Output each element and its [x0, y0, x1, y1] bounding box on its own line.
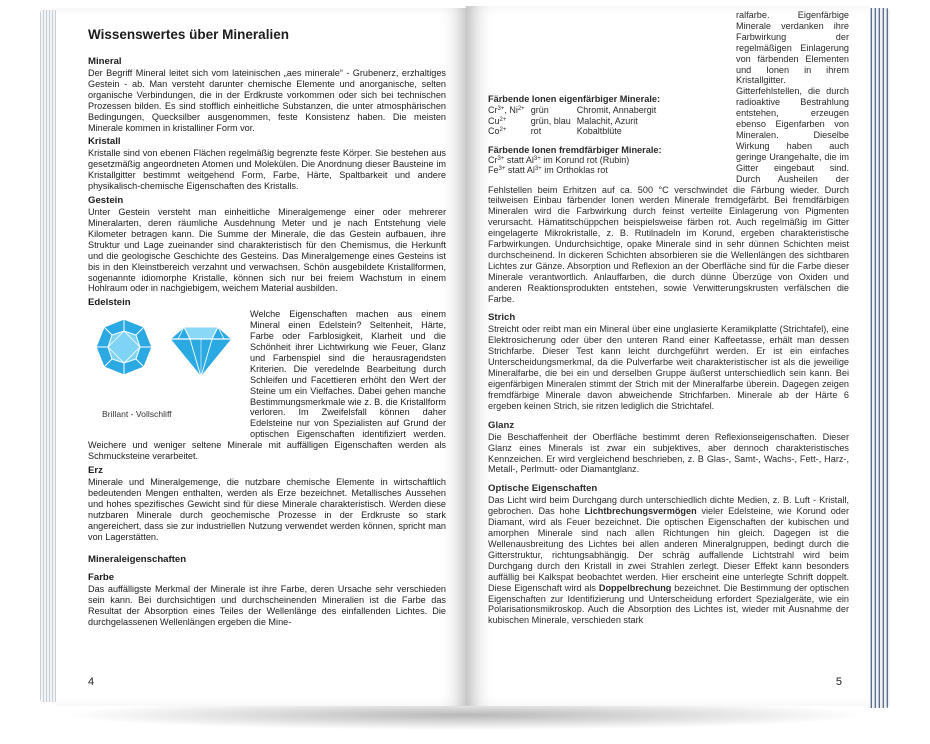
- fremd-ions-heading: Färbende Ionen fremdfärbiger Minerale:: [488, 144, 662, 155]
- fremd-ion-row: $Cr^{3+}$ statt $Al^{3+}$ im Korund rot (Rubin): [488, 155, 630, 166]
- term-lichtbrechungsvermoegen: Lichtbrechungsvermögen: [584, 506, 697, 517]
- pigment-ion-box: [488, 94, 728, 176]
- brilliant-top-view-icon: [96, 319, 152, 375]
- ion-formula: $Cr^{3+}$, $Ni^{2+}$: [488, 105, 525, 116]
- ion-example: Malachit, Azurit: [576, 115, 638, 126]
- paragraph-gestein: Unter Gestein versteht man einheitliche Mineralgemenge einer oder mehrerer Mineralarten, deren räumliche Ausdehnung Meter und je nach Entstehung viele Kilometer betragen kann. Die Summe der Minerale, die das Gestein aufbauen, ihre Struktur und Lage zueinander sind charakteristisch für den Chemismus, die Herkunft und die geologische Geschichte des Gesteins. Das Mineralgemenge eines Gesteins ist bis in den Kleinstbereich verzahnt und verwachsen. Schön ausgebildete Kristallformen, sogenannte idiomorphe Kristalle, können sich nur bei freiem Wachstum in einem Hohlraum oder in nachgiebigem, weichem Material ausbilden.: [88, 207, 446, 294]
- heading-edelstein: Edelstein: [88, 297, 131, 309]
- heading-erz: Erz: [88, 465, 103, 476]
- paragraph-farbe-continued: ralfarbe. Eigenfärbige Minerale verdanken ihre Farbwirkung der regelmäßigen Einlagerung von färbenden Elementen und Ionen in ihrem Kristallgitter. Gitterfehlstellen, die durch radioaktive Bestrahlung entstehen, erzeugen ebenso Eigenfarben von Mineralen. Dieselbe Wirkung haben auch geringe Urangehalte, die im Gitter eingebaut sind. Durch Ausheilen der Fehlstellen beim Erhitzen auf ca. 500 °C verschwindet die Färbung wieder. Durch teilweisen Einbau färbender Ionen werden Minerale fremdgefärbt. Bei fremdfärbigen Mineralen wird die Farbwirkung durch feinst verteilte Einlagerung von Pigmenten verursacht. Hämatitschüppchen beispielsweise färben rot. Auch regelmäßig im Gitter eingelagerte Mikrokristalle, z. B. Rutilnadeln im Korund, ergeben charakteristische Farbwirkungen. Undurchsichtige, opake Minerale sind in sehr dünnen Schichten meist durchscheinend. In dickeren Schichten absorbieren sie die Wellenlängen des sichtbaren Lichtes zur Gänze. Absorption und Reflexion an der Oberfläche sind für die Farbe dieser Minerale verantwortlich. Anlauffarben, die durch dünne Überzüge von Oxiden und anderen Reaktionsprodukten entstehen, sowie Verwitterungskrusten verfälschen die Farbe.: [488, 10, 849, 304]
- ion-example: Chromit, Annabergit: [576, 105, 657, 116]
- ion-color: grün, blau: [530, 115, 571, 126]
- paragraph-mineral: Der Begriff Mineral leitet sich vom lateinischen „aes minerale“ - Grubenerz, erzhaltiges Gestein - ab. Man versteht darunter chemische Elemente und anorganische, selten organische Verbindungen, die in der Erdkruste vorkommen oder sich bei technischen Prozessen bilden. Es sind stofflich einheitliche Substanzen, die unter atmosphärischen Bedingungen, Quecksilber ausgenommen, feste Konsistenz haben. Die meisten Minerale kommen in kristalliner Form vor.: [88, 68, 446, 133]
- left-text-column: [88, 26, 446, 628]
- gem-caption: Brillant - Vollschliff: [102, 409, 172, 420]
- right-page-edges: [868, 8, 890, 708]
- right-text-column: [488, 10, 849, 626]
- eigen-ion-row: [488, 126, 662, 136]
- fremd-ion-row: $Fe^{3+}$ statt $Al^{3+}$ im Orthoklas rot: [488, 165, 608, 176]
- right-page: [466, 6, 870, 706]
- ion-color: grün: [530, 105, 549, 116]
- page-title: Wissenswertes über Mineralien: [88, 27, 289, 42]
- eigen-ions-table: [488, 105, 662, 136]
- heading-optische-eigenschaften: Optische Eigenschaften: [488, 483, 598, 495]
- brilliant-cut-illustration: [88, 313, 244, 431]
- paragraph-strich: Streicht oder reibt man ein Mineral über eine unglasierte Keramikplatte (Strichtafel), eine Elektrosicherung oder über den unteren Rand einer Kaffeetasse, erhält man dessen Strichfarbe. Dieser Test kann leicht durchgeführt werden. Er ist ein einfaches Unterscheidungsmerkmal, da die Pulverfarbe weit charakteristischer ist als die jeweilige Mineralfarbe, die bei ein und derselben Gruppe äußerst unterschiedlich sein kann. Bei eigenfärbigen Mineralen stimmt der Strich mit der Mineralfarbe überein. Dagegen zeigen fremdfärbige Minerale davon abweichende Strichfarben. Minerale ab der Härte 6 ergeben keinen Strich, sie ritzen lediglich die Strichtafel.: [488, 324, 849, 411]
- ion-formula: $Co^{2+}$: [488, 126, 507, 137]
- brilliant-side-view-icon: [170, 327, 232, 377]
- paragraph-erz: Minerale und Mineralgemenge, die nutzbare chemische Elemente in wirtschaftlich bedeutenden Mengen enthalten, werden als Erze bezeichnet. Metallisches Aussehen und hohes spezifisches Gewicht sind für diese Minerale charakteristisch. Werden diese nutzbaren Minerale durch geochemische Prozesse in der Erdkruste so stark angereichert, dass sie zur industriellen Nutzung verwendet werden können, spricht man von Lagerstätten.: [88, 477, 446, 542]
- paragraph-edelstein: Welche Eigenschaften machen aus einem Mineral einen Edelstein? Seltenheit, Härte, Farbe oder Farblosigkeit, Klarheit und die Schönheit ihrer Lichtwirkung wie Feuer, Glanz und Farbenspiel sind die herausragendsten Kriterien. Die veredelnde Bearbeitung durch Schleifen und Facettieren erhöht den Wert der Steine um ein Vielfaches. Dabei gehen manche Bestimmungsmerkmale wie z. B. die Kristallform verloren. Im Zweifelsfall können daher Edelsteine nur von Spezialisten auf Grund der optischen Eigenschaften identifiziert werden. Weichere und weniger seltene Minerale mit auffälligen Eigenschaften werden als Schmucksteine verarbeitet.: [88, 309, 446, 462]
- heading-mineral: Mineral: [88, 56, 122, 67]
- heading-kristall: Kristall: [88, 136, 121, 148]
- ion-color: rot: [530, 126, 542, 137]
- ion-example: Kobaltblüte: [576, 126, 622, 137]
- paragraph-farbe: Das auffälligste Merkmal der Minerale ist ihre Farbe, deren Ursache sehr verschieden sein kann. Bei durchsichtigen und durchscheinenden Mineralien ist die Farbe das Resultat der Absorption eines Teiles der Wellenlänge des einfallenden Lichtes. Die durchgelassenen Wellenlängen ergeben die Mine-: [88, 584, 446, 628]
- brilliant-gem-icons: [88, 313, 244, 409]
- heading-glanz: Glanz: [488, 419, 515, 431]
- fremd-ions-list: [488, 155, 728, 176]
- eigen-ions-heading: Färbende Ionen eigenfärbiger Minerale:: [488, 94, 661, 104]
- page-number-right: 5: [835, 676, 842, 688]
- left-page: [56, 8, 468, 706]
- heading-gestein: Gestein: [88, 195, 124, 207]
- paragraph-optische-eigenschaften: Das Licht wird beim Durchgang durch unterschiedlich dichte Medien, z. B. Luft - Kristall, gebrochen. Das hohe Lichtbrechungsvermögen vieler Edelsteine, wie Korund oder Diamant, wird als Feuer bezeichnet. Die optischen Eigenschaften der kubischen und amorphen Minerale sind nach allen Richtungen hin gleich. Dagegen ist die Wellenausbreitung des Lichtes bei allen anderen Mineralgruppen, bedingt durch die Gitterstruktur, richtungsabhängig. Der schräg auffallende Lichtstrahl wird beim Durchgang durch den Kristall in zwei Strahlen zerlegt. Dieser Effekt kann besonders auffällig bei Kalkspat beobachtet werden. Hier erscheint eine unterlegte Schrift doppelt. Diese Eigenschaft wird als Doppelbrechung bezeichnet. Die Bestimmung der optischen Eigenschaften zur Identifizierung und Unterscheidung erfordert Spezialgeräte, wie ein Polarisationsmikroskop. Auch die Absorption des Lichtes ist, wieder mit Ausnahme der kubischen Minerale, verschieden stark: [488, 495, 849, 626]
- heading-strich: Strich: [488, 312, 516, 324]
- term-doppelbrechung: Doppelbrechung: [598, 582, 672, 593]
- ion-formula: $Cu^{2+}$: [488, 115, 507, 126]
- heading-farbe: Farbe: [88, 572, 115, 584]
- eigen-ion-row: [488, 105, 662, 115]
- paragraph-kristall: Kristalle sind von ebenen Flächen regelmäßig begrenzte feste Körper. Sie bestehen aus gesetzmäßig angeordneten Atomen und Molekülen. Die Anordnung dieser Bausteine im Kristallgitter bestimmt weitgehend Form, Farbe, Härte, Spaltbarkeit und andere physikalisch-chemische Eigenschaften des Kristalls.: [88, 148, 446, 192]
- paragraph-glanz: Die Beschaffenheit der Oberfläche bestimmt deren Reflexionseigenschaften. Dieser Glanz eines Minerals ist zwar ein subjektives, aber dennoch charakteristisches Kennzeichen. Er wird vergleichend beschrieben, z. B Glas-, Samt-, Wachs-, Fett-, Harz-, Metall-, Perlmutt- oder Diamantglanz.: [488, 431, 849, 475]
- eigen-ion-row: [488, 116, 662, 126]
- heading-mineraleigenschaften: Mineraleigenschaften: [88, 554, 187, 566]
- page-number-left: 4: [88, 676, 95, 688]
